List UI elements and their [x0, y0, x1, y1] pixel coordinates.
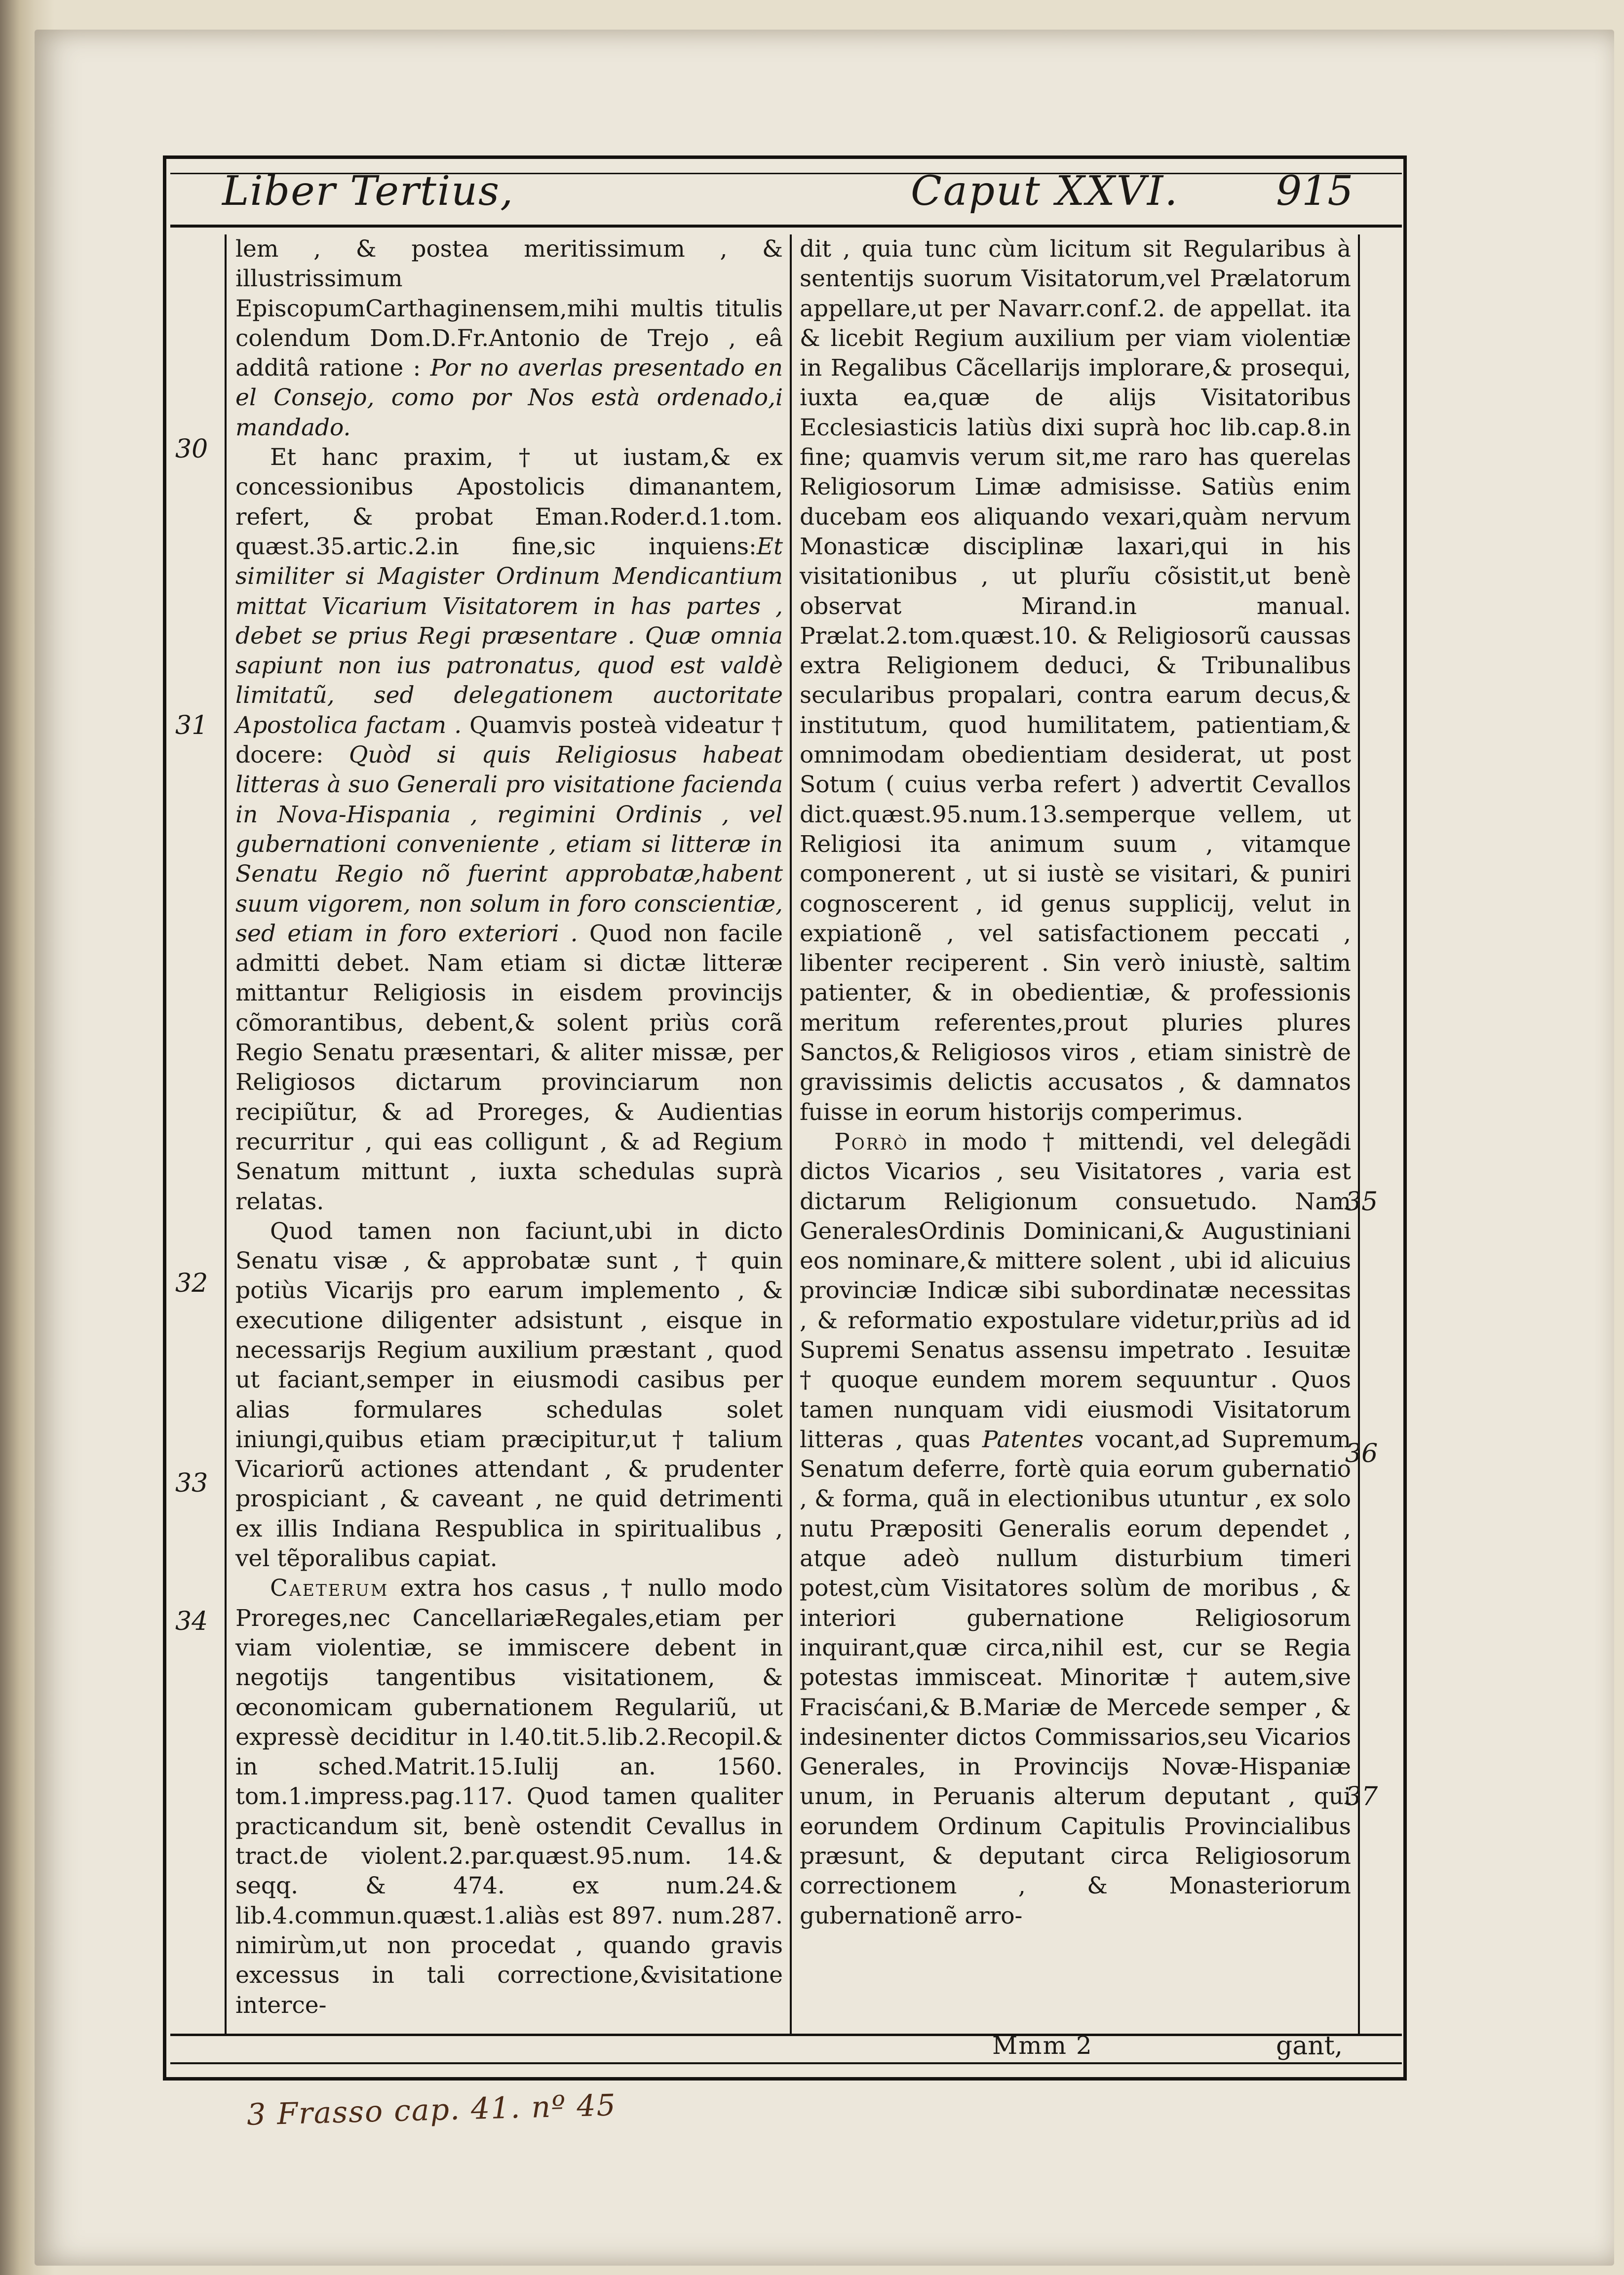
- left-paragraph-3: Quod tamen non faciunt,ubi in dicto Senatu visæ , & approbatæ sunt , † quin potiùs Vicarijs pro earum implemento , & executione diligenter adsistunt , eisque in necessarijs Regium auxilium præstant , quod ut faciant,semper in eiusmodi casibus per alias formulares schedulas solet iniungi,quibus etiam præcipitur,ut † talium Vicariorũ actiones attendant , & prudenter prospiciant , & caveant , ne quid detrimenti ex illis Indiana Respublica in spiritualibus , vel tẽporalibus capiat.: [235, 1217, 783, 1573]
- left-p2-end: Quod non facile admitti debet. Nam etiam si dictæ litteræ mittantur Religiosis in eisdem provincijs cõmorantibus, debent,& solent priùs corã Regio Senatu præsentari, & aliter missæ, per Religiosos dictarum provinciarum non recipiũtur, & ad Proreges, & Audientias recurritur , qui eas colligunt , & ad Regium Senatum mittunt , iuxta schedulas suprà relatas.: [235, 920, 783, 1215]
- right-paragraph-2: [800, 1127, 1351, 1931]
- margin-number-30: 30: [175, 434, 208, 464]
- left-p4-initial-word: Caeterum: [270, 1575, 389, 1602]
- right-p2-italic-word: Patentes: [982, 1426, 1084, 1453]
- left-p4-text: extra hos casus , † nullo modo Proreges,nec CancellariæRegales,etiam per viam violentiæ, se immiscere debent in negotijs tangentibus visitationem, & œconomicam gubernationem Regulariũ, ut expressè deciditur in l.40.tit.5.lib.2.Recopil.& in sched.Matrit.15.Iulij an. 1560. tom.1.impress.pag.117. Quod tamen qualiter practicandum sit, benè ostendit Cevallus in tract.de violent.2.par.quæst.95.num. 14.& seqq. & 474. ex num.24.& lib.4.commun.quæst.1.aliàs est 897. num.287. nimirùm,ut non procedat , quando gravis excessus in tali correctione,&visitatione interce-: [235, 1575, 783, 2019]
- right-p2-text: in modo † mittendi, vel delegãdi dictos Vicarios , seu Visitatores , varia est dictarum Religionum consuetudo. Nam GeneralesOrdinis Dominicani,& Augustiniani eos nominare,& mittere solent , ubi id alicuius provinciæ Indicæ sibi subordinatæ necessitas , & reformatio expostulare videtur,priùs ad id Supremi Senatus assensu impetrato . Iesuitæ † quoque eundem morem sequuntur . Quos tamen nunquam vidi eiusmodi Visitatorum litteras , quas: [800, 1128, 1351, 1453]
- left-paragraph-4: [235, 1574, 783, 2020]
- left-p1-text: lem , & postea meritissimum , & illustrissimum EpiscopumCarthaginensem,mihi multis titulis colendum Dom.D.Fr.Antonio de Trejo , eâ additâ ratione :: [235, 235, 783, 382]
- left-p2-quote: Et similiter si Magister Ordinum Mendicantium mittat Vicarium Visitatorem in has partes , debet se prius Regi præsentare . Quæ omnia sapiunt non ius patronatus, quod est valdè limitatũ, sed delegationem auctoritate Apostolica factam .: [235, 533, 783, 739]
- left-p2-mid: Quamvis posteà videatur † docere:: [235, 711, 783, 769]
- handwritten-annotation: 3 Frasso cap. 41. nº 45: [246, 2088, 617, 2132]
- right-p2-initial-word: Porrò: [834, 1128, 909, 1156]
- left-p2-text: Et hanc praxim, † ut iustam,& ex concessionibus Apostolicis dimanantem, refert, & probat Eman.Roder.d.1.tom. quæst.35.artic.2.in fine,sic inquiens:: [235, 444, 783, 560]
- margin-number-36: 36: [1345, 1439, 1378, 1468]
- running-head-book: Liber Tertius,: [222, 168, 514, 215]
- page-number: 915: [1276, 168, 1353, 215]
- left-p1-quote: Por no averlas presentado en el Consejo, como por Nos està ordenado,i mandado.: [235, 354, 783, 441]
- margin-number-31: 31: [175, 711, 208, 740]
- footer-rule-bottom: [170, 2062, 1402, 2064]
- margin-number-33: 33: [175, 1468, 208, 1498]
- right-p2-end: vocant,ad Supremum Senatum deferre, fortè quia eorum gubernatio , & forma, quã in electionibus utuntur , ex solo nutu Præpositi Generalis eorum dependet , atque adeò nullum disturbium timeri potest,cùm Visitatores solùm de moribus , & interiori gubernatione Religiosorum inquirant,quæ circa,nihil est, cur se Regia potestas immisceat. Minoritæ † autem,sive Fracisćani,& B.Mariæ de Mercede semper , & indesinenter dictos Commissarios,seu Vicarios Generales, in Provincijs Novæ-Hispaniæ unum, in Peruanis alterum deputant , qui eorundem Ordinum Capitulis Provincialibus præsunt, & deputant circa Religiosorum correctionem , & Monasteriorum gubernationẽ arro-: [800, 1426, 1351, 1929]
- left-text-column: [225, 234, 790, 2034]
- catchword: gant,: [1276, 2031, 1343, 2061]
- left-paragraph-2: [235, 443, 783, 1217]
- header-bottom-rule: [170, 225, 1402, 228]
- left-paragraph-1: [235, 234, 783, 443]
- signature-mark: Mmm 2: [992, 2031, 1093, 2060]
- margin-number-32: 32: [175, 1269, 208, 1298]
- running-head-chapter: Caput XXVI.: [911, 168, 1179, 215]
- right-paragraph-1: dit , quia tunc cùm licitum sit Regularibus à sententijs suorum Visitatorum,vel Prælatorum appellare,ut per Navarr.conf.2. de appellat. ita & licebit Regium auxilium per viam violentiæ in Regalibus Cãcellarijs implorare,& prosequi, iuxta ea,quæ de alijs Visitatoribus Ecclesiasticis latiùs dixi suprà hoc lib.cap.8.in fine; quamvis verum sit,me raro has querelas Religiosorum Limæ admisisse. Satiùs enim ducebam eos aliquando vexari,quàm nervum Monasticæ disciplinæ laxari,qui in his visitationibus , ut plurĩu cõsistit,ut benè observat Mirand.in manual. Prælat.2.tom.quæst.10. & Religiosorũ caussas extra Religionem deduci, & Tribunalibus secularibus propalari, contra earum decus,& institutum, quod humilitatem, patientiam,& omnimodam obedientiam desiderat, ut post Sotum ( cuius verba refert ) advertit Cevallos dict.quæst.95.num.13.semperque vellem, ut Religiosi ita animum suum , vitamque componerent , ut si iustè se visitari, & puniri cognoscerent , id genus supplicij, velut in expiationẽ , vel satisfactionem peccati , libenter reciperent . Sin verò iniustè, saltim patienter, & in obedientiæ, & professionis meritum referentes,prout pluries plures Sanctos,& Religiosos viros , etiam sinistrè de gravissimis delictis accusatos , & damnatos fuisse in eorum historijs comperimus.: [800, 235, 1351, 1126]
- margin-number-34: 34: [175, 1607, 208, 1636]
- left-p2-quote-2: Quòd si quis Religiosus habeat litteras à suo Generali pro visitatione facienda in Nova-Hispania , regimini Ordinis , vel gubernationi conveniente , etiam si litteræ in Senatu Regio nõ fuerint approbatæ,habent suum vigorem, non solum in foro conscientiæ, sed etiam in foro exteriori .: [235, 741, 783, 947]
- right-text-column: [790, 234, 1360, 2034]
- margin-number-37: 37: [1345, 1782, 1378, 1812]
- margin-number-35: 35: [1345, 1187, 1378, 1217]
- footer-rule-top: [170, 2034, 1402, 2036]
